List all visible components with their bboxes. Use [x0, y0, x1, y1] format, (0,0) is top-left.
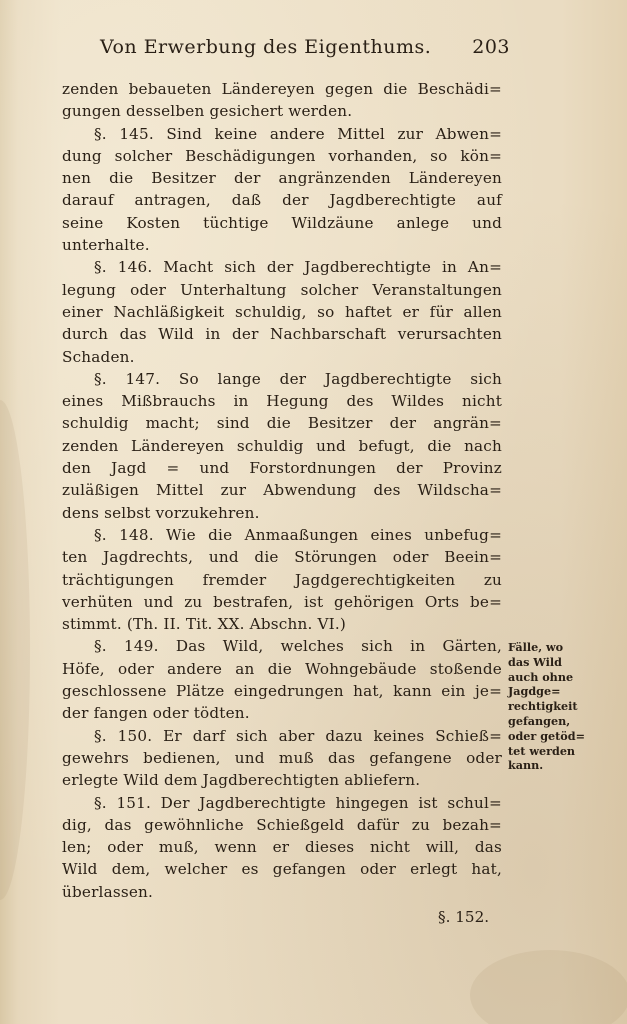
marginal-line: das Wild	[508, 654, 562, 669]
marginal-line: auch ohne	[508, 669, 574, 684]
text-line: zuläßigen Mittel zur Abwendung des Wildscha=	[62, 481, 502, 500]
marginal-line: rechtigkeit	[508, 699, 578, 714]
text-line: verhüten und zu bestrafen, ist gehörigen Orts be=	[62, 592, 502, 611]
text-line: seine Kosten tüchtige Wildzäune anlege und	[62, 213, 502, 232]
text-line: durch das Wild in der Nachbarschaft verursachten	[62, 325, 502, 344]
text-line: erlegte Wild dem Jagdberechtigten abliefern.	[62, 771, 421, 790]
text-line: stimmt. (Th. II. Tit. XX. Abschn. VI.)	[62, 615, 347, 634]
marginal-line: gefangen,	[508, 713, 571, 728]
text-line: nen die Besitzer der angränzenden Ländereyen	[62, 169, 502, 188]
marginal-line: Fälle, wo	[508, 640, 564, 654]
text-line: dens selbst vorzukehren.	[62, 503, 260, 522]
paper-stain	[0, 400, 30, 900]
text-line: Höfe, oder andere an die Wohngebäude stoßende	[62, 659, 502, 678]
paragraph-146-start: §. 146. Macht sich der Jagdberechtigte in An=	[94, 258, 502, 277]
marginal-line: tet werden	[508, 743, 576, 758]
text-line: gewehrs bedienen, und muß das gefangene oder	[62, 748, 502, 767]
text-line: dig, das gewöhnliche Schießgeld dafür zu bezah=	[62, 815, 502, 834]
text-line: gungen desselben gesichert werden.	[62, 102, 353, 121]
text-line: darauf antragen, daß der Jagdberechtigte auf	[62, 191, 502, 210]
text-line: überlassen.	[62, 882, 154, 901]
running-title: Von Erwerbung des Eigenthums.	[100, 36, 432, 58]
text-line: geschlossene Plätze eingedrungen hat, kann ein je=	[62, 682, 502, 701]
text-line: len; oder muß, wenn er dieses nicht will, das	[62, 838, 502, 857]
body-text	[62, 78, 502, 903]
paper-stain	[470, 950, 627, 1024]
marginal-note	[508, 640, 598, 773]
text-line: legung oder Unterhaltung solcher Veranstaltungen	[62, 280, 502, 299]
paragraph-145-start: §. 145. Sind keine andere Mittel zur Abwen=	[94, 124, 502, 143]
paragraph-149-start: §. 149. Das Wild, welches sich in Gärten,	[94, 637, 502, 656]
marginal-line: oder getöd=	[508, 728, 585, 743]
text-line: ten Jagdrechts, und die Störungen oder Beein=	[62, 548, 502, 567]
text-line: einer Nachläßigkeit schuldig, so haftet er für allen	[62, 302, 502, 321]
text-line: unterhalte.	[62, 236, 150, 255]
text-line: eines Mißbrauchs in Hegung des Wildes nicht	[62, 392, 502, 411]
text-line: Schaden.	[62, 347, 135, 366]
text-line: Wild dem, welcher es gefangen oder erlegt hat,	[62, 860, 502, 879]
marginal-line: Jagdge=	[508, 684, 561, 699]
text-line: zenden Ländereyen schuldig und befugt, die nach	[62, 436, 502, 455]
paragraph-147-start: §. 147. So lange der Jagdberechtigte sich	[94, 369, 502, 388]
text-line: der fangen oder tödten.	[62, 704, 250, 723]
paragraph-151-start: §. 151. Der Jagdberechtigte hingegen ist schul=	[94, 793, 502, 812]
text-line: schuldig macht; sind die Besitzer der angrän=	[62, 414, 502, 433]
marginal-line: kann.	[508, 758, 544, 773]
text-line: den Jagd = und Forstordnungen der Provinz	[62, 459, 502, 478]
catchword: §. 152.	[438, 908, 490, 926]
page-number: 203	[472, 36, 510, 58]
text-line: zenden bebaueten Ländereyen gegen die Beschädi=	[62, 80, 502, 98]
paragraph-148-start: §. 148. Wie die Anmaaßungen eines unbefug=	[94, 525, 502, 544]
text-line: dung solcher Beschädigungen vorhanden, so kön=	[62, 146, 502, 165]
paragraph-150-start: §. 150. Er darf sich aber dazu keines Schieß=	[94, 726, 502, 745]
text-line: trächtigungen fremder Jagdgerechtigkeiten zu	[62, 570, 502, 589]
